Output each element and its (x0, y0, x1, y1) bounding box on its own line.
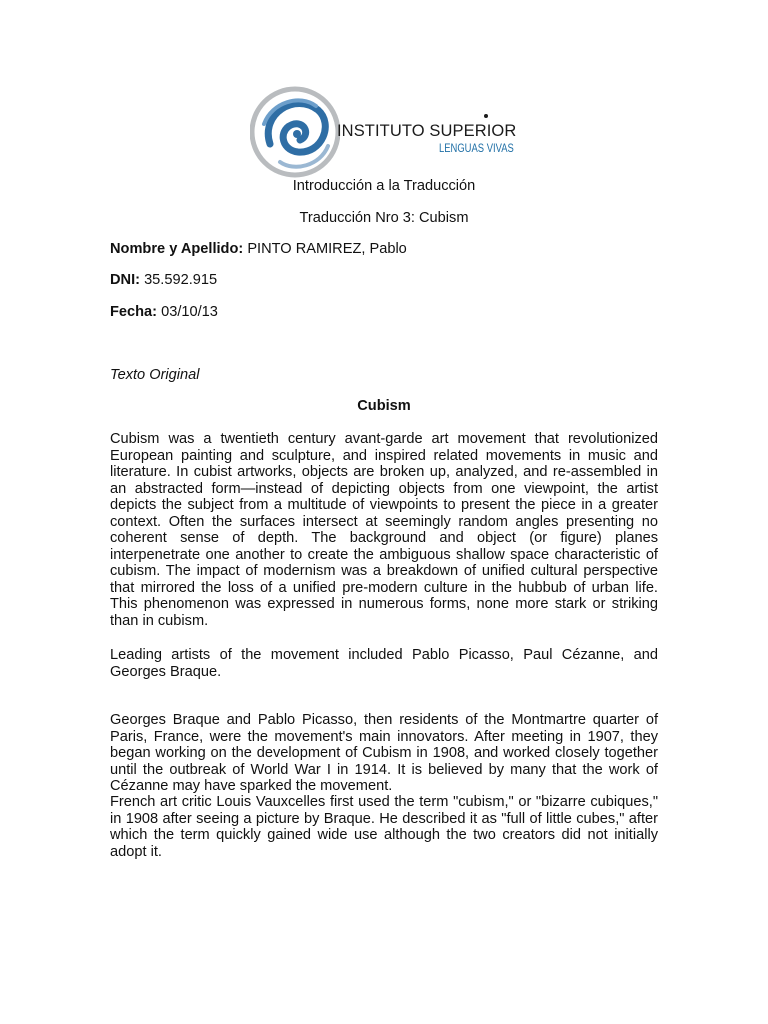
course-title: Introducción a la Traducción (292, 178, 476, 194)
swirl-logo-icon (250, 84, 340, 180)
logo-subtitle-text: LENGUAS VIVAS (439, 143, 514, 155)
dni-value: 35.592.915 (144, 272, 218, 288)
date-field (110, 304, 218, 320)
logo-dot (484, 114, 488, 118)
date-value: 03/10/13 (161, 304, 218, 320)
name-value: PINTO RAMIREZ, Pablo (247, 241, 407, 257)
paragraph-4: French art critic Louis Vauxcelles first used the term "cubism," or "bizarre cubiques," in 1908 after seeing a picture by Braque. He described it as "full of little cubes," after which the term quickly gained wide use although the two creators did not initially adopt it. (110, 794, 658, 860)
dni-field (110, 272, 217, 288)
paragraph-1: Cubism was a twentieth century avant-garde art movement that revolutionized European painting and sculpture, and inspired related movements in music and literature. In cubist artworks, objects are broken up, analyzed, and re-assembled in an abstracted form—instead of depicting objects from one viewpoint, the artist depicts the subject from a multitude of viewpoints to present the piece in a greater context. Often the surfaces intersect at seemingly random angles presenting no coherent sense of depth. The background and object (or figure) planes interpenetrate one another to create the ambiguous shallow space characteristic of cubism. The impact of modernism was a breakdown of unified cultural perspective that mirrored the loss of a unified pre-modern culture in the hubbub of urban life. This phenomenon was expressed in numerous forms, none more stark or striking than in cubism. (110, 431, 658, 629)
date-label: Fecha: (110, 304, 158, 320)
paragraph-2: Leading artists of the movement included Pablo Picasso, Paul Cézanne, and Georges Braque. (110, 647, 658, 680)
logo-name-text: INSTITUTO SUPERIOR (337, 122, 517, 140)
name-field (110, 241, 407, 257)
dni-label: DNI: (110, 272, 140, 288)
assignment-title: Traducción Nro 3: Cubism (299, 210, 469, 226)
section-label: Texto Original (110, 367, 200, 383)
article-title: Cubism (357, 398, 411, 414)
institute-logo (250, 84, 530, 180)
paragraph-3: Georges Braque and Pablo Picasso, then residents of the Montmartre quarter of Paris, France, were the movement's main innovators. After meeting in 1907, they began working on the development of Cubism in 1908, and worked closely together until the outbreak of World War I in 1914. It is believed by many that the work of Cézanne may have sparked the movement. (110, 712, 658, 794)
name-label: Nombre y Apellido: (110, 241, 244, 257)
